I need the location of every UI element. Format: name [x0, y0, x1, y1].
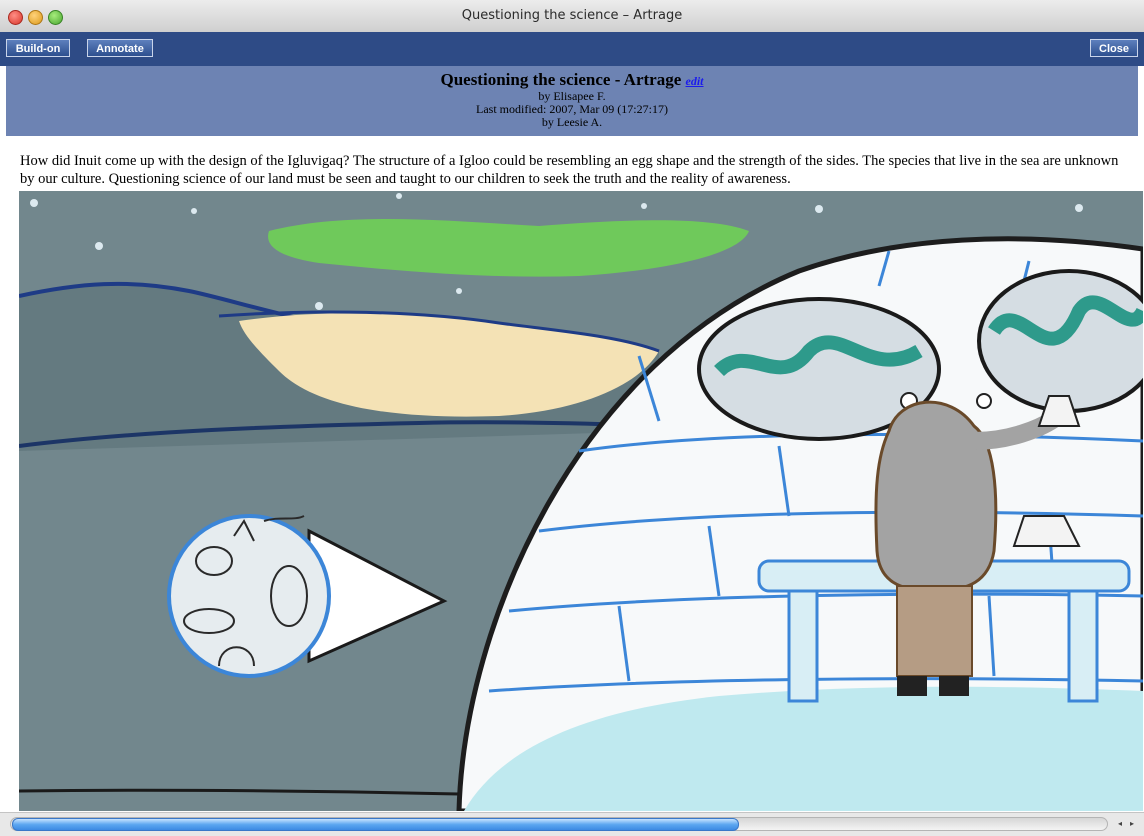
close-button[interactable]: Close — [1090, 39, 1138, 57]
author-line: by Elisapee F. — [538, 89, 606, 103]
scroll-right-arrow-icon[interactable]: ▸ — [1130, 819, 1135, 828]
page-title-row — [6, 70, 1138, 90]
modified-by-line: by Leesie A. — [541, 115, 603, 129]
edit-link[interactable]: edit — [685, 74, 704, 88]
scroll-left-arrow-icon[interactable]: ◂ — [1118, 819, 1123, 828]
build-on-button[interactable]: Build-on — [6, 39, 70, 57]
window-titlebar — [0, 0, 1144, 33]
last-modified-line: Last modified: 2007, Mar 09 (17:27:17) — [476, 102, 668, 116]
description-text: How did Inuit come up with the design of the Igluvigaq? The structure of a Igloo could be resembling an egg shape and the strength of the sides. The species that live in the sea are unknown by our culture. Questioning science of our land must be seen and taught to our children to seek the truth and the reality of awareness. — [20, 153, 1119, 187]
page-title: Questioning the science - Artrage — [440, 70, 682, 89]
artwork-image — [19, 191, 1143, 811]
page-header — [6, 66, 1138, 136]
window-title: Questioning the science – Artrage — [461, 8, 683, 23]
toolbar — [0, 32, 1144, 66]
scroll-thumb[interactable] — [12, 818, 739, 831]
horizontal-scrollbar[interactable] — [0, 812, 1144, 836]
annotate-button[interactable]: Annotate — [87, 39, 153, 57]
